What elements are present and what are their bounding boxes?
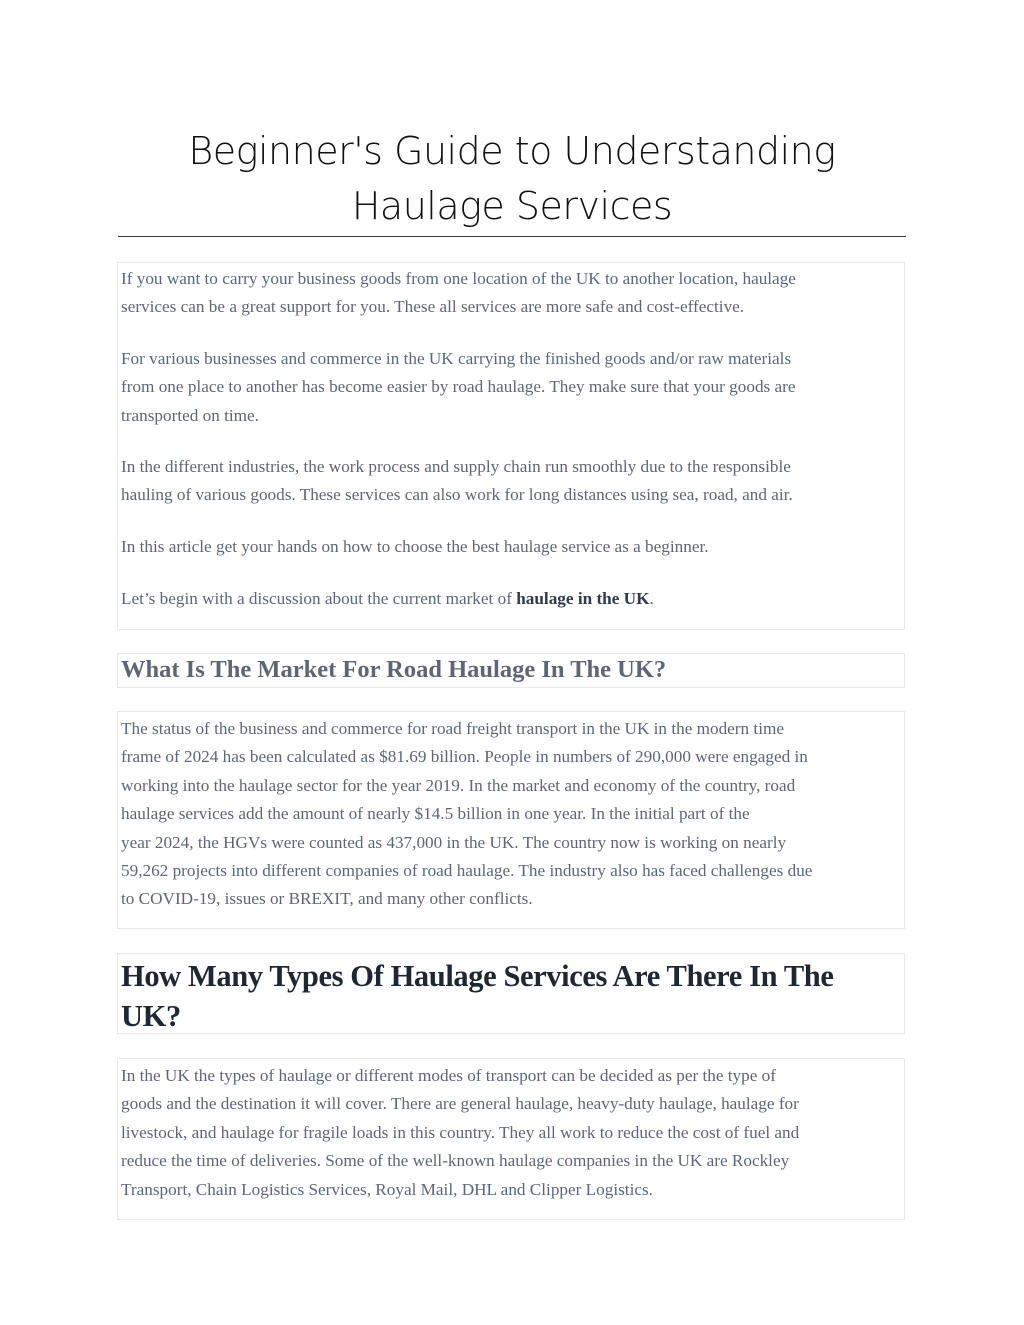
types-section-heading <box>121 956 833 1036</box>
text-line: to COVID-19, issues or BREXIT, and many other conflicts. <box>121 889 533 909</box>
text-line: If you want to carry your business goods from one location of the UK to another location, haulage <box>121 269 796 288</box>
heading-line: UK? <box>121 999 181 1033</box>
text-line: working into the haulage sector for the year 2019. In the market and economy of the country, road <box>121 775 796 795</box>
text-line: goods and the destination it will cover. There are general haulage, heavy-duty haulage, haulage for <box>121 1094 799 1114</box>
text-line: The status of the business and commerce for road freight transport in the UK in the modern time <box>121 719 784 738</box>
document-title-line-2: Haulage Services <box>351 184 673 228</box>
text-span: Let’s begin with a discussion about the current market of <box>121 589 517 608</box>
intro-paragraph-3 <box>121 453 911 510</box>
types-section-body <box>121 1062 911 1204</box>
text-line: services can be a great support for you. These all services are more safe and cost-effective. <box>121 297 745 317</box>
text-line: frame of 2024 has been calculated as $81.69 billion. People in numbers of 290,000 were engaged in <box>121 747 808 767</box>
text-line: 59,262 projects into different companies of road haulage. The industry also has faced challenges due <box>121 861 813 881</box>
heading-line: How Many Types Of Haulage Services Are There In The <box>121 959 834 993</box>
text-line: In the UK the types of haulage or different modes of transport can be decided as per the type of <box>121 1066 776 1085</box>
title-divider <box>118 236 906 237</box>
text-line: For various businesses and commerce in the UK carrying the finished goods and/or raw materials <box>121 349 792 368</box>
intro-paragraph-4 <box>121 533 911 561</box>
market-section-body <box>121 715 911 914</box>
haulage-uk-link[interactable]: haulage in the UK <box>516 589 650 608</box>
document-title-line-1: Beginner's Guide to Understanding <box>188 129 836 173</box>
text-line: Transport, Chain Logistics Services, Royal Mail, DHL and Clipper Logistics. <box>121 1179 653 1199</box>
text-span: . <box>649 589 654 608</box>
text-line: year 2024, the HGVs were counted as 437,000 in the UK. The country now is working on nearly <box>121 832 787 852</box>
text-line: from one place to another has become easier by road haulage. They make sure that your goods are <box>121 377 796 397</box>
market-section-heading: What Is The Market For Road Haulage In The UK? <box>121 656 667 683</box>
text-line: reduce the time of deliveries. Some of the well-known haulage companies in the UK are Rockley <box>121 1151 790 1171</box>
text-line: hauling of various goods. These services can also work for long distances using sea, road, and air. <box>121 485 793 505</box>
text-line: In the different industries, the work process and supply chain run smoothly due to the responsible <box>121 457 791 476</box>
text-line: haulage services add the amount of nearly $14.5 billion in one year. In the initial part of the <box>121 804 750 824</box>
intro-paragraph-2 <box>121 345 911 430</box>
text-line: transported on time. <box>121 405 259 425</box>
intro-paragraph-5 <box>121 585 911 613</box>
intro-paragraph-1 <box>121 265 911 322</box>
text-line: In this article get your hands on how to choose the best haulage service as a beginner. <box>121 537 709 556</box>
text-line: livestock, and haulage for fragile loads in this country. They all work to reduce the cost of fuel and <box>121 1122 800 1142</box>
document-title <box>118 124 906 234</box>
